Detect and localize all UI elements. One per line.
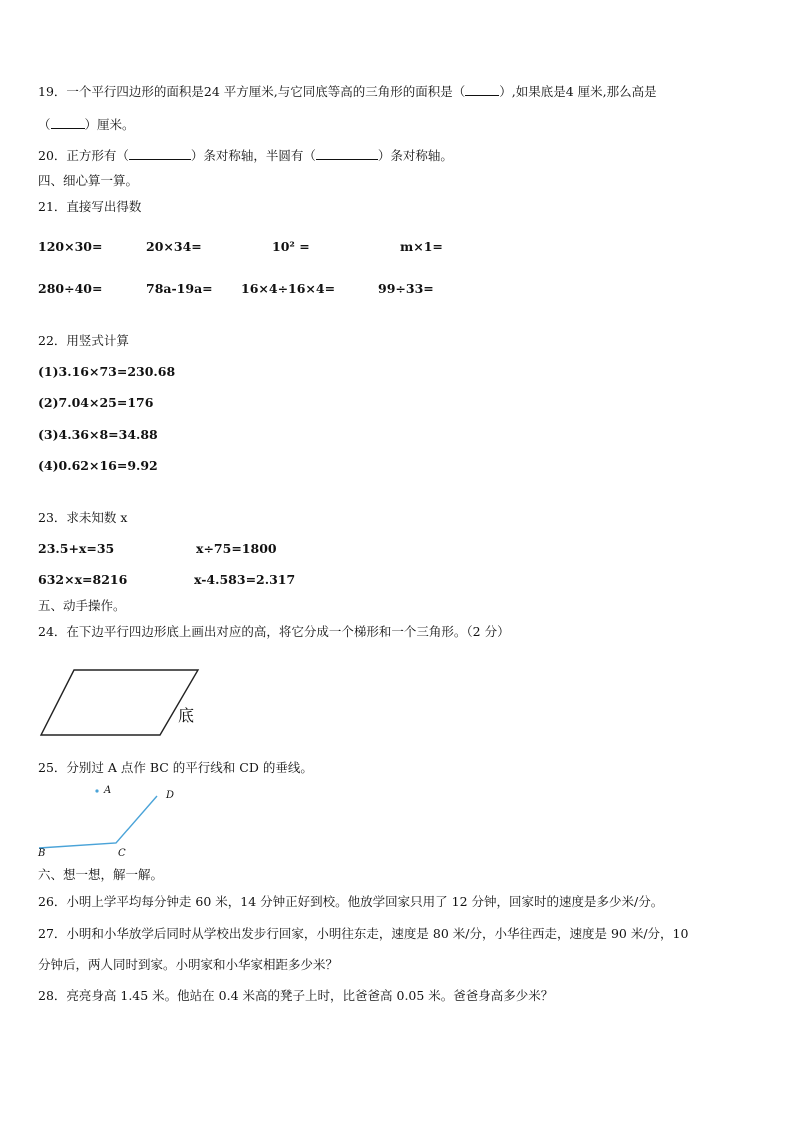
question-27-line-2: 分钟后，两人同时到家。小明家和小华家相距多少米？ bbox=[38, 957, 339, 972]
question-20-text-a: 20．正方形有（ bbox=[38, 148, 129, 163]
label-b: B bbox=[38, 848, 46, 859]
question-25-text: 25．分别过 A 点作 BC 的平行线和 CD 的垂线。 bbox=[38, 760, 313, 775]
question-24-text: 24．在下边平行四边形底上画出对应的高，将它分成一个梯形和一个三角形。（2 分） bbox=[38, 624, 510, 639]
question-20-text-c: ）条对称轴。 bbox=[377, 148, 453, 163]
question-26-text: 26．小明上学平均每分钟走 60 米，14 分钟正好到校。他放学回家只用了 12 分钟，回家时的速度是多少米/分。 bbox=[38, 894, 664, 909]
equation-item: 632×x=8216 bbox=[38, 572, 128, 587]
question-27-line-1: 27．小明和小华放学后同时从学校出发步行回家，小明往东走，速度是 80 米/分，小华往西走，速度是 90 米/分，10 bbox=[38, 926, 689, 941]
calc-item: 16×4÷16×4= bbox=[241, 281, 336, 296]
calc-item: 10² = bbox=[272, 239, 310, 254]
vertical-calc-item: (1)3.16×73=230.68 bbox=[38, 364, 176, 379]
section-4-heading: 四、细心算一算。 bbox=[38, 173, 139, 188]
label-a: A bbox=[104, 785, 112, 796]
label-d: D bbox=[166, 790, 175, 801]
calc-item: 280÷40= bbox=[38, 281, 103, 296]
question-22-title: 22．用竖式计算 bbox=[38, 333, 129, 348]
question-23-title: 23．求未知数 x bbox=[38, 510, 128, 525]
equation-item: x-4.583=2.317 bbox=[194, 572, 296, 587]
vertical-calc-item: (3)4.36×8=34.88 bbox=[38, 427, 158, 442]
calc-item: 20×34= bbox=[146, 239, 202, 254]
point-a bbox=[95, 789, 98, 792]
question-21-title: 21．直接写出得数 bbox=[38, 199, 142, 214]
question-20-text-b: ）条对称轴，半圆有（ bbox=[190, 148, 316, 163]
vertical-calc-item: (2)7.04×25=176 bbox=[38, 395, 154, 410]
question-19-text-b: ）,如果底是4 厘米,那么高是 bbox=[499, 84, 657, 99]
label-c: C bbox=[118, 848, 126, 859]
calc-item: 99÷33= bbox=[378, 281, 434, 296]
calc-item: 120×30= bbox=[38, 239, 103, 254]
question-19-text-d: ）厘米。 bbox=[84, 117, 135, 132]
section-6-heading: 六、想一想，解一解。 bbox=[38, 867, 164, 882]
vertical-calc-item: (4)0.62×16=9.92 bbox=[38, 458, 158, 473]
equation-item: x÷75=1800 bbox=[196, 541, 277, 556]
calc-item: 78a-19a= bbox=[146, 281, 213, 296]
question-28-text: 28．亮亮身高 1.45 米。他站在 0.4 米高的凳子上时，比爸爸高 0.05 米。爸爸身高多少米？ bbox=[38, 988, 554, 1003]
equation-item: 23.5+x=35 bbox=[38, 541, 115, 556]
base-label: 底 bbox=[178, 706, 195, 725]
question-19-text-a: 19．一个平行四边形的面积是24 平方厘米,与它同底等高的三角形的面积是（ bbox=[38, 84, 466, 99]
calc-item: m×1= bbox=[400, 239, 443, 254]
question-19-text-c: （ bbox=[38, 117, 51, 132]
line-bcd bbox=[39, 796, 157, 848]
section-5-heading: 五、动手操作。 bbox=[38, 598, 126, 613]
